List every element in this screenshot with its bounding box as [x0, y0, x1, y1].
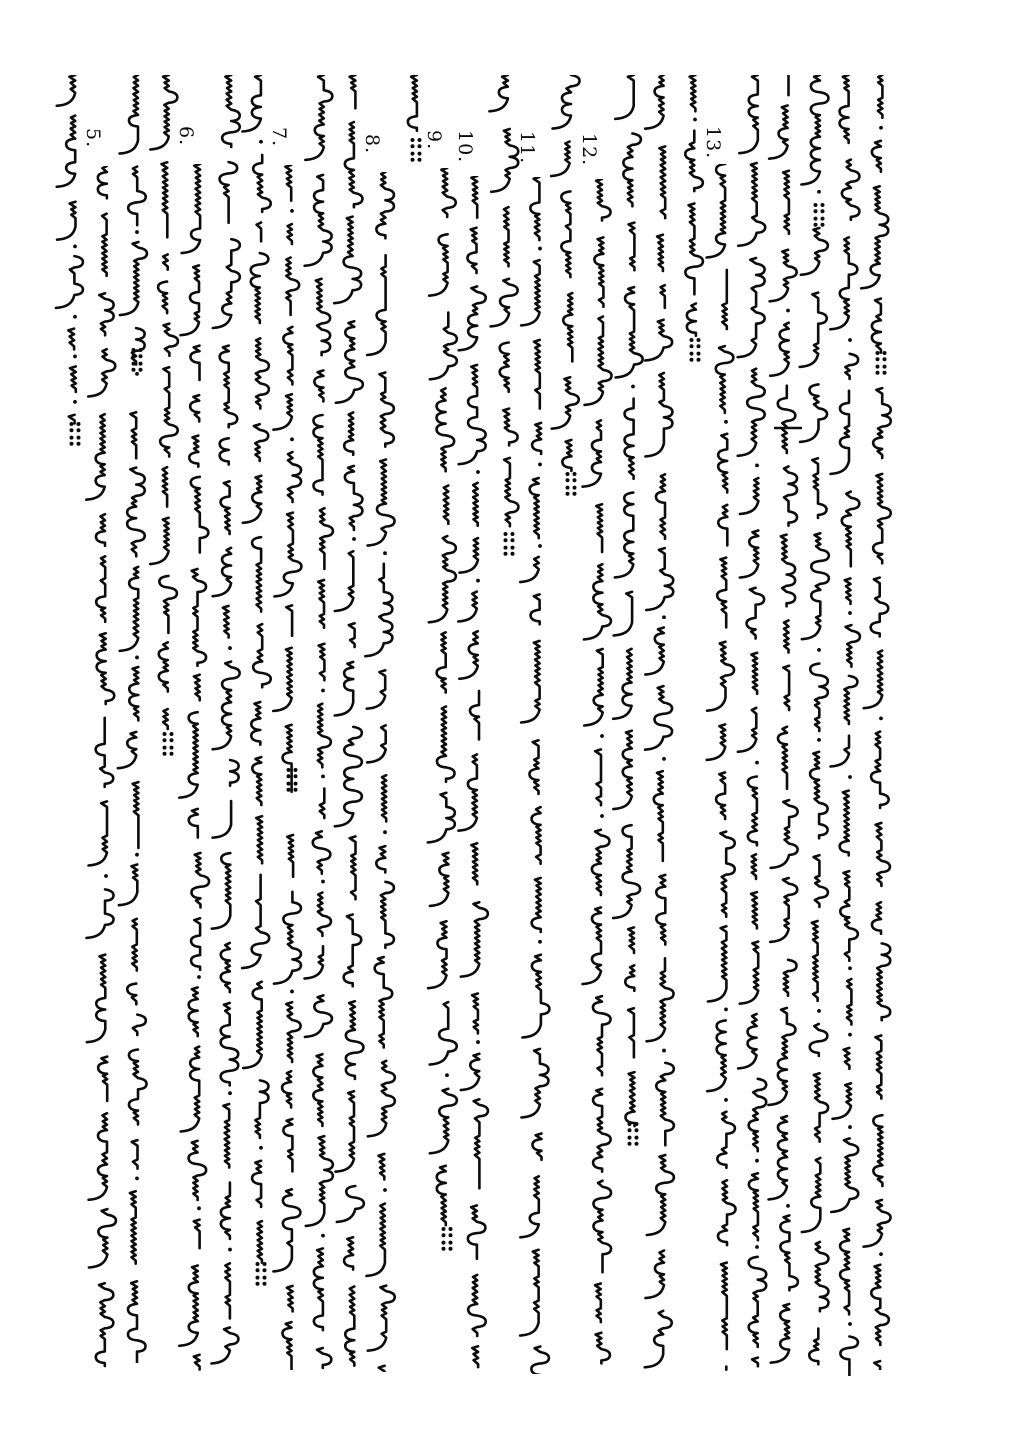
text-column	[384, 75, 436, 166]
paragraph-number-10: 10.	[454, 130, 476, 164]
paragraph-number-8: 8.	[361, 134, 383, 155]
paragraph-number-6: 6.	[175, 126, 197, 147]
paragraph-number-9: 9.	[423, 130, 445, 151]
paragraph-number-13: 13.	[702, 126, 724, 160]
paragraph-number-11: 11.	[516, 131, 538, 165]
text-column	[849, 75, 901, 1370]
paragraph-number-7: 7.	[268, 127, 290, 148]
paragraph-number-5: 5.	[82, 128, 104, 149]
text-column-paragraph-8	[353, 172, 405, 1372]
paragraph-number-12: 12.	[578, 133, 600, 167]
